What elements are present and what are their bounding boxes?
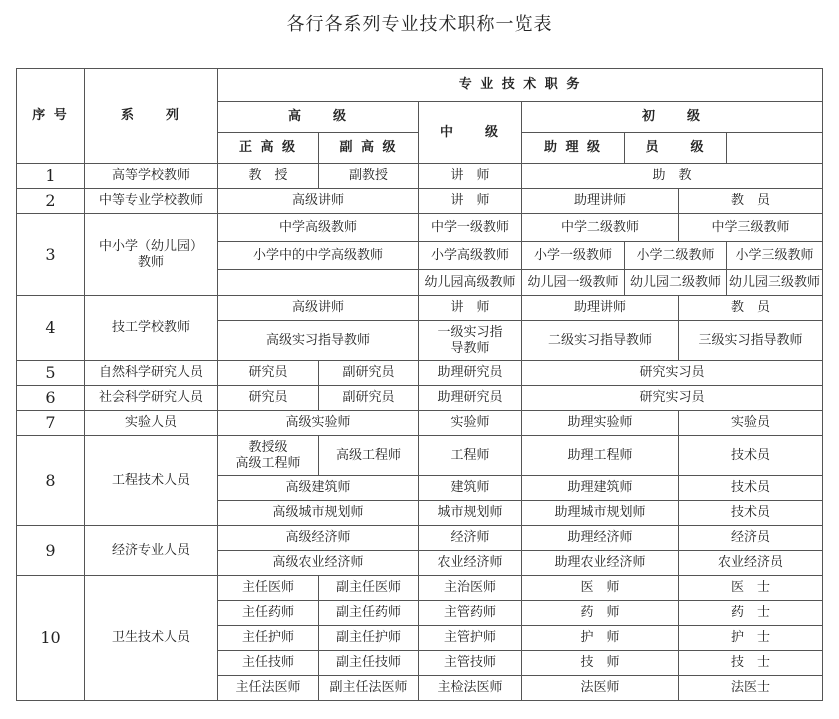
middle-cell: 工程师 [419, 436, 522, 476]
senior-cell: 高级建筑师 [218, 476, 419, 501]
series-cell: 实验人员 [85, 411, 218, 436]
full-senior-cell: 主任技师 [218, 651, 319, 676]
header-assistant: 助 理 级 [522, 133, 625, 164]
table-row [17, 164, 823, 189]
middle-cell: 讲 师 [419, 164, 522, 189]
junior-cell: 小学一级教师 [522, 242, 625, 270]
header-prof: 专 业 技 术 职 务 [218, 69, 823, 102]
assistant-cell: 助理讲师 [522, 296, 679, 321]
member-cell: 实验员 [679, 411, 823, 436]
junior-cell: 助 教 [522, 164, 823, 189]
vice-senior-cell: 高级工程师 [319, 436, 419, 476]
member-cell: 医 士 [679, 576, 823, 601]
senior-cell: 中学高级教师 [218, 214, 419, 242]
header-series: 系 列 [85, 69, 218, 164]
assistant-cell: 助理建筑师 [522, 476, 679, 501]
member-cell: 法医士 [679, 676, 823, 701]
vice-senior-cell: 副主任法医师 [319, 676, 419, 701]
junior-cell: 研究实习员 [522, 361, 823, 386]
header-junior: 初 级 [522, 102, 823, 133]
middle-cell: 讲 师 [419, 296, 522, 321]
header-vice-senior: 副 高 级 [319, 133, 419, 164]
series-cell [85, 214, 218, 296]
middle-cell: 建筑师 [419, 476, 522, 501]
vice-senior-cell: 副研究员 [319, 386, 419, 411]
vice-senior-cell: 副教授 [319, 164, 419, 189]
assistant-cell: 助理城市规划师 [522, 501, 679, 526]
middle-cell: 中学一级教师 [419, 214, 522, 242]
member-cell: 三级实习指导教师 [679, 321, 823, 361]
middle-cell: 城市规划师 [419, 501, 522, 526]
series-cell: 社会科学研究人员 [85, 386, 218, 411]
senior-cell: 高级农业经济师 [218, 551, 419, 576]
table-row [17, 576, 823, 601]
row-number: 9 [17, 526, 85, 576]
middle-cell: 讲 师 [419, 189, 522, 214]
assistant-cell: 法医师 [522, 676, 679, 701]
junior-cell: 小学三级教师 [727, 242, 823, 270]
header-seq: 序 号 [17, 69, 85, 164]
middle-cell: 经济师 [419, 526, 522, 551]
header-senior: 高 级 [218, 102, 419, 133]
table-row [17, 436, 823, 476]
series-line: 中小学（幼儿园） [98, 238, 203, 254]
full-senior-cell: 研究员 [218, 361, 319, 386]
header-member: 员 级 [625, 133, 727, 164]
senior-cell [218, 270, 419, 296]
junior-cell: 小学二级教师 [625, 242, 727, 270]
row-number: 8 [17, 436, 85, 526]
cell-line: 导教师 [450, 340, 490, 356]
member-cell: 中学三级教师 [679, 214, 823, 242]
series-cell: 高等学校教师 [85, 164, 218, 189]
series-cell: 工程技术人员 [85, 436, 218, 526]
middle-cell: 助理研究员 [419, 361, 522, 386]
assistant-cell: 二级实习指导教师 [522, 321, 679, 361]
junior-cell: 幼儿园三级教师 [727, 270, 823, 296]
full-senior-cell: 主任药师 [218, 601, 319, 626]
assistant-cell: 助理实验师 [522, 411, 679, 436]
series-cell: 中等专业学校教师 [85, 189, 218, 214]
member-cell: 技术员 [679, 501, 823, 526]
full-senior-cell: 教 授 [218, 164, 319, 189]
assistant-cell: 助理工程师 [522, 436, 679, 476]
cell-line: 教授级 [248, 439, 288, 455]
row-number: 10 [17, 576, 85, 701]
table-row [17, 526, 823, 551]
senior-cell: 高级讲师 [218, 296, 419, 321]
member-cell: 经济员 [679, 526, 823, 551]
member-cell: 技术员 [679, 436, 823, 476]
member-cell: 教 员 [679, 189, 823, 214]
table-row [17, 214, 823, 242]
series-cell: 技工学校教师 [85, 296, 218, 361]
page-title: 各行各系列专业技术职称一览表 [286, 14, 553, 35]
vice-senior-cell: 副研究员 [319, 361, 419, 386]
row-number: 1 [17, 164, 85, 189]
assistant-cell: 护 师 [522, 626, 679, 651]
assistant-cell: 中学二级教师 [522, 214, 679, 242]
senior-cell: 小学中的中学高级教师 [218, 242, 419, 270]
junior-cell: 幼儿园一级教师 [522, 270, 625, 296]
member-cell: 技术员 [679, 476, 823, 501]
member-cell: 技 士 [679, 651, 823, 676]
row-number: 4 [17, 296, 85, 361]
middle-cell: 主管护师 [419, 626, 522, 651]
series-cell: 卫生技术人员 [85, 576, 218, 701]
header-full-senior: 正 高 级 [218, 133, 319, 164]
title-table [16, 68, 823, 701]
cell-line: 一级实习指 [437, 324, 503, 340]
full-senior-cell: 主任法医师 [218, 676, 319, 701]
row-number: 2 [17, 189, 85, 214]
full-senior-cell: 研究员 [218, 386, 319, 411]
row-number: 5 [17, 361, 85, 386]
vice-senior-cell: 副主任技师 [319, 651, 419, 676]
assistant-cell: 医 师 [522, 576, 679, 601]
row-number: 7 [17, 411, 85, 436]
middle-cell [419, 321, 522, 361]
middle-cell: 助理研究员 [419, 386, 522, 411]
assistant-cell: 技 师 [522, 651, 679, 676]
junior-cell: 研究实习员 [522, 386, 823, 411]
full-senior-cell [218, 436, 319, 476]
row-number: 3 [17, 214, 85, 296]
middle-cell: 农业经济师 [419, 551, 522, 576]
member-cell: 药 士 [679, 601, 823, 626]
assistant-cell: 助理农业经济师 [522, 551, 679, 576]
member-cell: 农业经济员 [679, 551, 823, 576]
vice-senior-cell: 副主任药师 [319, 601, 419, 626]
middle-cell: 实验师 [419, 411, 522, 436]
full-senior-cell: 主任护师 [218, 626, 319, 651]
middle-cell: 主管药师 [419, 601, 522, 626]
member-cell: 教 员 [679, 296, 823, 321]
header-middle: 中 级 [419, 102, 522, 164]
middle-cell: 小学高级教师 [419, 242, 522, 270]
middle-cell: 幼儿园高级教师 [419, 270, 522, 296]
assistant-cell: 药 师 [522, 601, 679, 626]
middle-cell: 主管技师 [419, 651, 522, 676]
header-empty [727, 133, 823, 164]
header-row [17, 69, 823, 102]
vice-senior-cell: 副主任医师 [319, 576, 419, 601]
series-cell: 经济专业人员 [85, 526, 218, 576]
vice-senior-cell: 副主任护师 [319, 626, 419, 651]
assistant-cell: 助理经济师 [522, 526, 679, 551]
table-row [17, 386, 823, 411]
senior-cell: 高级城市规划师 [218, 501, 419, 526]
junior-cell: 幼儿园二级教师 [625, 270, 727, 296]
senior-cell: 高级实习指导教师 [218, 321, 419, 361]
row-number: 6 [17, 386, 85, 411]
middle-cell: 主检法医师 [419, 676, 522, 701]
senior-cell: 高级实验师 [218, 411, 419, 436]
series-cell: 自然科学研究人员 [85, 361, 218, 386]
cell-line: 高级工程师 [235, 455, 301, 471]
table-row [17, 361, 823, 386]
member-cell: 护 士 [679, 626, 823, 651]
table-row [17, 411, 823, 436]
table-row [17, 189, 823, 214]
senior-cell: 高级经济师 [218, 526, 419, 551]
assistant-cell: 助理讲师 [522, 189, 679, 214]
series-line: 教师 [137, 254, 164, 270]
senior-cell: 高级讲师 [218, 189, 419, 214]
table-row [17, 296, 823, 321]
middle-cell: 主治医师 [419, 576, 522, 601]
full-senior-cell: 主任医师 [218, 576, 319, 601]
